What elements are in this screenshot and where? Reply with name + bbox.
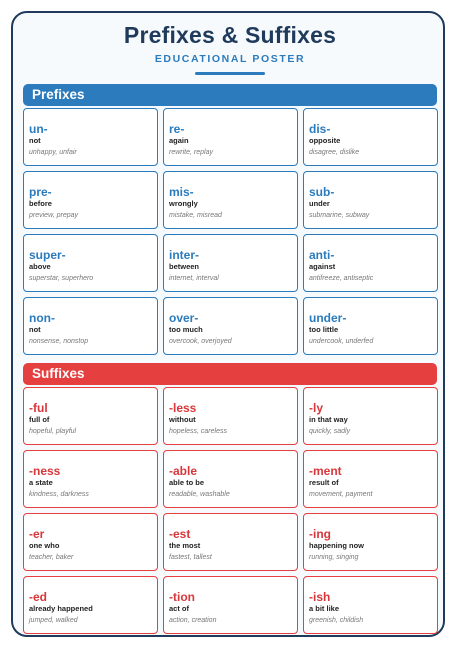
suffix-card — [23, 576, 158, 634]
prefix-examples: disagree, dislike — [309, 149, 360, 156]
suffix-term: -ing — [309, 527, 331, 541]
suffix-term: -able — [169, 464, 198, 478]
prefix-term: dis- — [309, 122, 331, 136]
prefix-meaning: wrongly — [169, 199, 198, 208]
prefix-meaning: before — [29, 199, 52, 208]
prefix-card — [303, 297, 438, 355]
suffix-meaning: happening now — [309, 541, 364, 550]
suffix-meaning: the most — [169, 541, 201, 550]
suffix-term: -ness — [29, 464, 61, 478]
prefix-card — [303, 171, 438, 229]
prefixes-grid — [23, 108, 437, 355]
suffix-term: -ly — [309, 401, 324, 415]
prefix-term: un- — [29, 122, 48, 136]
prefix-term: over- — [169, 311, 199, 325]
prefix-examples: nonsense, nonstop — [29, 338, 89, 345]
suffix-examples: jumped, walked — [29, 617, 78, 624]
prefix-card — [23, 297, 158, 355]
prefix-meaning: against — [309, 262, 336, 271]
suffix-meaning: a state — [29, 478, 53, 487]
prefix-term: super- — [29, 248, 66, 262]
suffix-card — [303, 450, 438, 508]
prefix-meaning: not — [29, 325, 41, 334]
prefix-card — [303, 234, 438, 292]
prefix-examples: overcook, overjoyed — [169, 338, 232, 345]
suffix-examples: quickly, sadly — [309, 428, 351, 435]
prefix-card — [303, 108, 438, 166]
suffix-examples: fastest, tallest — [169, 554, 212, 561]
prefix-term: re- — [169, 122, 185, 136]
suffix-examples: hopeful, playful — [29, 428, 77, 435]
suffix-card — [23, 387, 158, 445]
suffix-card — [163, 576, 298, 634]
prefix-examples: superstar, superhero — [29, 275, 94, 282]
page-subtitle: EDUCATIONAL POSTER — [154, 53, 306, 65]
suffix-meaning: already happened — [29, 604, 93, 613]
suffix-card — [303, 513, 438, 571]
suffix-card — [163, 450, 298, 508]
suffix-card — [163, 387, 298, 445]
suffix-meaning: able to be — [169, 478, 205, 487]
suffix-card — [303, 576, 438, 634]
prefix-term: anti- — [309, 248, 335, 262]
title-divider — [195, 72, 265, 75]
suffix-card — [23, 513, 158, 571]
suffix-meaning: full of — [29, 415, 50, 424]
suffixes-grid — [23, 387, 437, 634]
suffix-examples: kindness, darkness — [29, 491, 89, 498]
suffix-meaning: act of — [169, 604, 190, 613]
suffix-meaning: one who — [29, 541, 60, 550]
suffix-term: -er — [29, 527, 45, 541]
prefix-examples: antifreeze, antiseptic — [309, 275, 374, 282]
prefix-examples: submarine, subway — [309, 212, 370, 219]
prefix-examples: rewrite, replay — [169, 149, 213, 156]
prefix-meaning: not — [29, 136, 41, 145]
prefix-card — [163, 297, 298, 355]
prefix-card — [163, 234, 298, 292]
suffix-card — [23, 450, 158, 508]
prefixes-heading: Prefixes — [23, 84, 437, 106]
prefix-examples: preview, prepay — [29, 212, 79, 219]
prefix-examples: mistake, misread — [169, 212, 222, 219]
suffixes-heading: Suffixes — [23, 363, 437, 385]
suffix-examples: running, singing — [309, 554, 359, 561]
prefix-meaning: between — [169, 262, 200, 271]
suffix-term: -est — [169, 527, 191, 541]
suffix-examples: readable, washable — [169, 491, 230, 498]
prefix-examples: undercook, underfed — [309, 338, 374, 345]
prefix-meaning: again — [169, 136, 189, 145]
prefix-term: pre- — [29, 185, 52, 199]
prefix-term: under- — [309, 311, 347, 325]
suffix-card — [163, 513, 298, 571]
suffix-card — [303, 387, 438, 445]
page-title: Prefixes & Suffixes — [123, 22, 337, 48]
suffix-examples: hopeless, careless — [169, 428, 227, 435]
prefix-card — [23, 171, 158, 229]
prefix-meaning: too much — [169, 325, 203, 334]
prefix-examples: internet, interval — [169, 275, 219, 282]
prefix-term: mis- — [169, 185, 194, 199]
prefix-term: sub- — [309, 185, 335, 199]
prefix-examples: unhappy, unfair — [29, 149, 77, 156]
suffix-term: -less — [169, 401, 197, 415]
prefix-meaning: above — [29, 262, 51, 271]
prefix-card — [23, 108, 158, 166]
suffix-term: -tion — [169, 590, 195, 604]
prefix-term: non- — [29, 311, 55, 325]
prefix-meaning: under — [309, 199, 330, 208]
suffix-meaning: in that way — [309, 415, 348, 424]
suffix-meaning: without — [169, 415, 196, 424]
suffix-meaning: a bit like — [309, 604, 340, 613]
suffix-examples: greenish, childish — [309, 617, 364, 624]
suffix-examples: teacher, baker — [29, 554, 74, 561]
prefix-term: inter- — [169, 248, 199, 262]
suffix-term: -ful — [29, 401, 48, 415]
prefix-card — [23, 234, 158, 292]
suffix-examples: movement, payment — [309, 491, 373, 498]
suffix-meaning: result of — [309, 478, 339, 487]
prefix-meaning: too little — [309, 325, 339, 334]
prefix-card — [163, 108, 298, 166]
suffix-term: -ish — [309, 590, 331, 604]
suffix-examples: action, creation — [169, 617, 217, 624]
prefix-card — [163, 171, 298, 229]
prefix-meaning: opposite — [309, 136, 341, 145]
suffix-term: -ed — [29, 590, 47, 604]
suffix-term: -ment — [309, 464, 342, 478]
